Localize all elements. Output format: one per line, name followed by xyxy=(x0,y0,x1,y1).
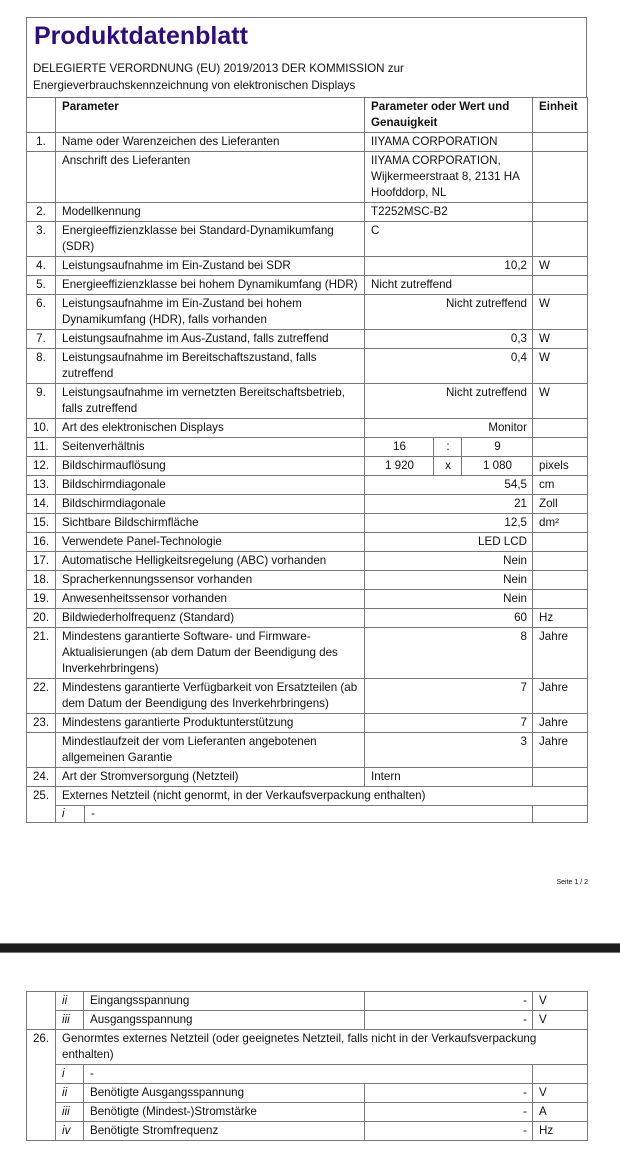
table-row: ii Eingangsspannung - V xyxy=(27,992,588,1011)
table-row: 20. Bildwiederholfrequenz (Standard) 60 Hz xyxy=(27,609,588,628)
table-row: 5. Energieeffizienzklasse bei hohem Dynamikumfang (HDR) Nicht zutreffend xyxy=(27,276,588,295)
table-row: iii Benötigte (Mindest-)Stromstärke - A xyxy=(27,1103,588,1122)
table-row: 18. Spracherkennungssensor vorhanden Nein xyxy=(27,571,588,590)
table-row: 1. Name oder Warenzeichen des Lieferanten IIYAMA CORPORATION xyxy=(27,133,588,152)
table-row: 15. Sichtbare Bildschirmfläche 12,5 dm² xyxy=(27,514,588,533)
table-row: 17. Automatische Helligkeitsregelung (ABC) vorhanden Nein xyxy=(27,552,588,571)
regulation-subtitle xyxy=(33,60,404,94)
page-separator xyxy=(0,943,620,953)
table-row: Mindestlaufzeit der vom Lieferanten angebotenen allgemeinen Garantie 3 Jahre xyxy=(27,733,588,768)
table-row: 11. Seitenverhältnis 16 : 9 xyxy=(27,438,588,457)
table-row: 8. Leistungsaufnahme im Bereitschaftszustand, falls zutreffend 0,4 W xyxy=(27,349,588,384)
table-row: 24. Art der Stromversorgung (Netzteil) Intern xyxy=(27,768,588,787)
page-number: Seite 1 / 2 xyxy=(556,879,588,886)
table-row: 25. Externes Netzteil (nicht genormt, in der Verkaufsverpackung enthalten) xyxy=(27,787,588,806)
table-row: ii Benötigte Ausgangsspannung - V xyxy=(27,1084,588,1103)
table-row: 26. Genormtes externes Netzteil (oder geeignetes Netzteil, falls nicht in der Verkaufsverpackung enthalten) xyxy=(27,1030,588,1065)
table-row: i - xyxy=(27,1065,588,1084)
table-row: Anschrift des Lieferanten IIYAMA CORPORATION, Wijkermeerstraat 8, 2131 HA Hoofddorp, NL xyxy=(27,152,588,203)
table-row: 16. Verwendete Panel-Technologie LED LCD xyxy=(27,533,588,552)
table-row: i - xyxy=(27,806,588,823)
table-row: iv Benötigte Stromfrequenz - Hz xyxy=(27,1122,588,1141)
header-value: Parameter oder Wert und Genauigkeit xyxy=(365,98,533,133)
table-row: 12. Bildschirmauflösung 1 920 x 1 080 pixels xyxy=(27,457,588,476)
table-row: 7. Leistungsaufnahme im Aus-Zustand, falls zutreffend 0,3 W xyxy=(27,330,588,349)
table-row: 3. Energieeffizienzklasse bei Standard-Dynamikumfang (SDR) C xyxy=(27,222,588,257)
document-header xyxy=(26,17,587,97)
table-row: 9. Leistungsaufnahme im vernetzten Bereitschaftsbetrieb, falls zutreffend Nicht zutreffend W xyxy=(27,384,588,419)
table-row: 10. Art des elektronischen Displays Monitor xyxy=(27,419,588,438)
header-unit: Einheit xyxy=(533,98,588,133)
subtitle-line-2: Energieverbrauchskennzeichnung von elektronischen Displays xyxy=(33,79,356,92)
table-row: 2. Modellkennung T2252MSC-B2 xyxy=(27,203,588,222)
header-parameter: Parameter xyxy=(56,98,365,133)
product-data-table-page2 xyxy=(26,991,588,1141)
subtitle-line-1: DELEGIERTE VERORDNUNG (EU) 2019/2013 DER KOMMISSION zur xyxy=(33,62,404,75)
table-row: 21. Mindestens garantierte Software- und Firmware-Aktualisierungen (ab dem Datum der Beendigung des Inverkehrbringens) 8 Jahre xyxy=(27,628,588,679)
page-title: Produktdatenblatt xyxy=(34,22,248,50)
table-row: 14. Bildschirmdiagonale 21 Zoll xyxy=(27,495,588,514)
table-row: 4. Leistungsaufnahme im Ein-Zustand bei SDR 10,2 W xyxy=(27,257,588,276)
product-data-table xyxy=(26,97,588,823)
table-row: iii Ausgangsspannung - V xyxy=(27,1011,588,1030)
table-header-row xyxy=(27,98,588,133)
table-row: 19. Anwesenheitssensor vorhanden Nein xyxy=(27,590,588,609)
table-row: 6. Leistungsaufnahme im Ein-Zustand bei hohem Dynamikumfang (HDR), falls vorhanden Nicht zutreffend W xyxy=(27,295,588,330)
table-row: 23. Mindestens garantierte Produktunterstützung 7 Jahre xyxy=(27,714,588,733)
table-row: 13. Bildschirmdiagonale 54,5 cm xyxy=(27,476,588,495)
table-row: 22. Mindestens garantierte Verfügbarkeit von Ersatzteilen (ab dem Datum der Beendigung des Inverkehrbringens) 7 Jahre xyxy=(27,679,588,714)
